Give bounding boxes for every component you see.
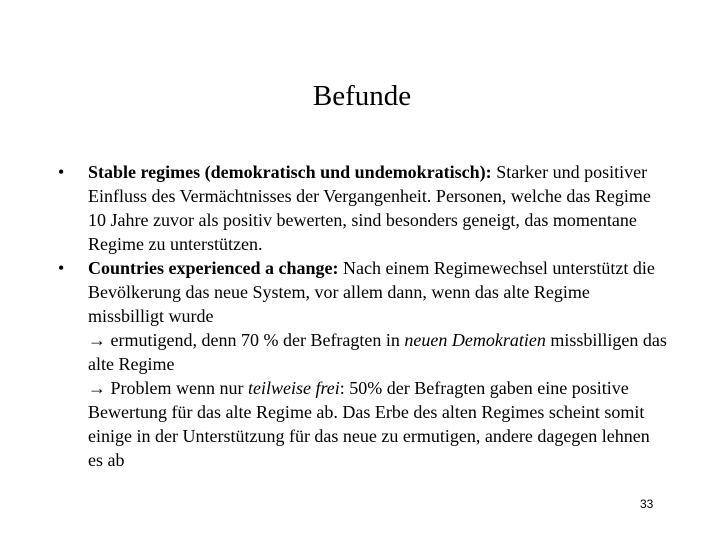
page-number: 33 (640, 497, 654, 511)
bullet-line-3 (88, 376, 668, 472)
bullet-lead: Countries experienced a change: (88, 258, 339, 278)
bullet-text (88, 256, 668, 472)
bullet-line-1 (88, 256, 668, 328)
bullet-body: Nach einem Regimewechsel unterstützt die Bevölkerung das neue System, vor allem dann, wenn das alte Regime missbilligt wurde (88, 258, 655, 326)
bullet-marker: • (58, 162, 65, 182)
arrow-point-post: missbilligen das alte Regime (88, 330, 667, 374)
arrow-point-italic: teilweise frei (247, 378, 340, 398)
bullet-stable-regimes (58, 160, 668, 256)
bullet-countries-change (58, 256, 668, 472)
bullet-text (88, 160, 668, 256)
slide-title-text: Befunde (312, 80, 412, 112)
arrow-point-pre: → ermutigend, denn 70 % der Befragten in (88, 330, 405, 350)
bullet-marker: • (58, 258, 65, 278)
bullet-line-2 (88, 328, 668, 376)
arrow-point-pre: → Problem wenn nur (88, 378, 248, 398)
slide-title (0, 78, 720, 114)
bullet-body: Starker und positiver Einfluss des Vermächtnisses der Vergangenheit. Personen, welche das Regime 10 Jahre zuvor als positiv bewerten, sind besonders geneigt, das momentane Regime zu unterstützen. (88, 162, 651, 254)
arrow-point-italic: neuen Demokratien (404, 330, 546, 350)
bullet-lead: Stable regimes (demokratisch und undemokratisch): (88, 162, 492, 182)
arrow-point-post: : 50% der Befragten gaben eine positive Bewertung für das alte Regime ab. Das Erbe des alten Regimes scheint somit einige in der Unterstützung für das neue zu ermutigen, andere dagegen lehnen es ab (88, 378, 650, 470)
bullet-list (58, 160, 668, 472)
